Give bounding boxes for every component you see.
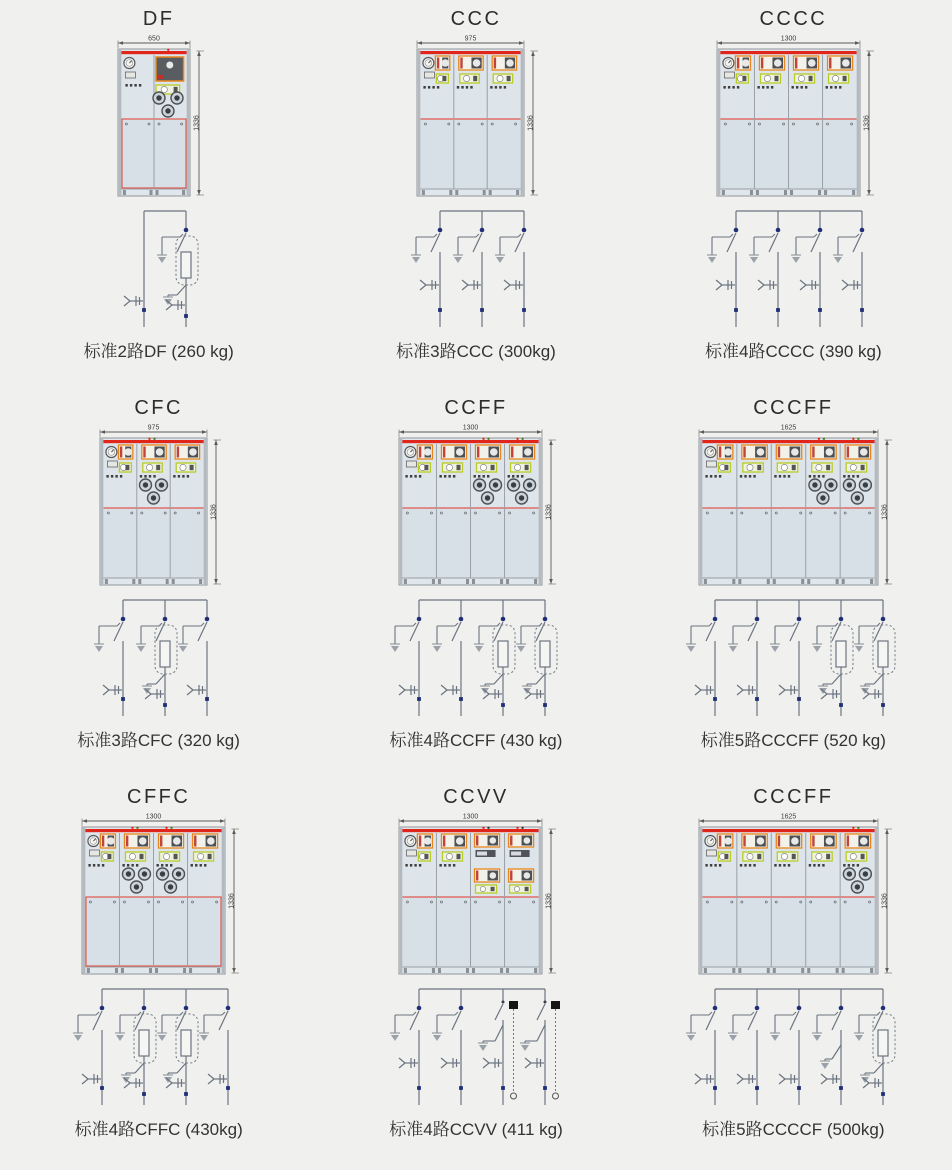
feeder-c bbox=[178, 600, 209, 716]
feeder-v bbox=[520, 989, 560, 1105]
cabinet-drawing bbox=[386, 811, 565, 981]
cabinet-drawing bbox=[404, 33, 547, 203]
panel-cccff bbox=[635, 392, 952, 781]
width-dimension-label: 1300 bbox=[463, 813, 479, 821]
feeder-f bbox=[115, 989, 156, 1105]
cabinet-drawing bbox=[69, 811, 248, 981]
panel-df bbox=[0, 3, 317, 392]
width-dimension-label: 975 bbox=[147, 424, 160, 432]
pressure-gauge-icon bbox=[88, 836, 99, 847]
panel-title: CFFC bbox=[127, 786, 191, 808]
single-line-diagram bbox=[679, 592, 907, 726]
width-dimension bbox=[417, 36, 524, 48]
feeder-c bbox=[432, 989, 463, 1105]
height-dimension-label: 1336 bbox=[863, 115, 871, 131]
single-line-diagram bbox=[87, 592, 231, 726]
width-dimension bbox=[399, 425, 542, 437]
width-dimension-label: 1300 bbox=[145, 813, 162, 821]
panel-caption: 标准4路CCFF (430 kg) bbox=[389, 731, 563, 750]
cabinet-drawing bbox=[87, 422, 230, 592]
cabinet-drawing bbox=[686, 422, 901, 592]
height-dimension bbox=[528, 51, 539, 195]
feeder-c bbox=[749, 211, 780, 327]
height-dimension-label: 1336 bbox=[545, 504, 553, 520]
pressure-gauge-icon bbox=[723, 58, 734, 69]
feeder-c bbox=[707, 211, 738, 327]
panel-title: DF bbox=[142, 8, 175, 30]
cabinet-body bbox=[100, 438, 207, 585]
cabinet-drawing bbox=[704, 33, 883, 203]
feeder-c bbox=[199, 989, 230, 1105]
pressure-gauge-icon bbox=[106, 447, 117, 458]
panel-cffc bbox=[0, 781, 317, 1170]
height-dimension-label: 1336 bbox=[881, 893, 889, 909]
feeder-c bbox=[770, 600, 801, 716]
pressure-gauge-icon bbox=[423, 58, 434, 69]
feeder-c bbox=[453, 211, 484, 327]
panel-caption: 标准4路CFFC (430kg) bbox=[74, 1120, 243, 1139]
cabinet-drawing bbox=[386, 422, 565, 592]
pressure-gauge-icon bbox=[124, 58, 135, 69]
panel-caption: 标准3路CCC (300kg) bbox=[396, 342, 556, 361]
cabinet-drawing bbox=[686, 811, 901, 981]
feeder-c bbox=[390, 989, 421, 1105]
pressure-gauge-icon bbox=[705, 836, 716, 847]
panel-caption: 标准2路DF (260 kg) bbox=[83, 342, 234, 361]
feeder-c bbox=[686, 600, 717, 716]
width-dimension bbox=[399, 814, 542, 826]
feeder-f bbox=[516, 600, 557, 716]
height-dimension bbox=[229, 829, 240, 973]
feeder-f bbox=[474, 600, 515, 716]
height-dimension bbox=[881, 440, 892, 584]
panel-cccc bbox=[635, 3, 952, 392]
height-dimension-label: 1336 bbox=[193, 115, 201, 131]
feeder-f bbox=[854, 600, 895, 716]
width-dimension-label: 975 bbox=[465, 35, 477, 43]
panel-ccccf bbox=[635, 781, 952, 1170]
single-line-diagram bbox=[404, 203, 548, 337]
height-dimension-label: 1336 bbox=[545, 893, 553, 909]
single-line-diagram bbox=[679, 981, 907, 1115]
panel-ccff bbox=[317, 392, 634, 781]
height-dimension-label: 1336 bbox=[228, 893, 236, 909]
panel-ccc bbox=[317, 3, 634, 392]
height-dimension-label: 1336 bbox=[527, 115, 535, 131]
feeder-c bbox=[73, 989, 104, 1105]
height-dimension bbox=[863, 51, 874, 195]
feeder-ce bbox=[812, 989, 843, 1105]
pressure-gauge-icon bbox=[705, 447, 716, 458]
width-dimension-label: 1300 bbox=[463, 424, 479, 432]
feeder-c bbox=[728, 600, 759, 716]
feeder-plain bbox=[124, 211, 146, 327]
feeder-c bbox=[432, 600, 463, 716]
cabinet-body bbox=[699, 827, 878, 974]
height-dimension-label: 1336 bbox=[881, 504, 889, 520]
single-line-diagram bbox=[108, 203, 210, 337]
feeder-v bbox=[478, 989, 518, 1105]
cabinet-body bbox=[699, 438, 878, 585]
single-line-diagram bbox=[700, 203, 886, 337]
feeder-f bbox=[157, 211, 198, 327]
pressure-gauge-icon bbox=[405, 447, 416, 458]
height-dimension bbox=[546, 829, 557, 973]
feeder-c bbox=[728, 989, 759, 1105]
width-dimension bbox=[717, 36, 860, 48]
panel-title: CCC bbox=[450, 8, 502, 30]
height-dimension bbox=[211, 440, 222, 584]
panel-title: CCCFF bbox=[753, 786, 834, 808]
panel-title: CFC bbox=[134, 397, 183, 419]
panel-title: CCFF bbox=[444, 397, 508, 419]
panel-cfc bbox=[0, 392, 317, 781]
feeder-c bbox=[411, 211, 442, 327]
height-dimension-label: 1336 bbox=[210, 504, 218, 520]
panel-title: CCCFF bbox=[753, 397, 834, 419]
feeder-c bbox=[495, 211, 526, 327]
width-dimension-label: 1625 bbox=[780, 424, 797, 432]
panel-caption: 标准3路CFC (320 kg) bbox=[77, 731, 240, 750]
cabinet-body bbox=[417, 49, 524, 196]
feeder-c bbox=[94, 600, 125, 716]
single-line-diagram bbox=[66, 981, 252, 1115]
width-dimension bbox=[118, 36, 190, 48]
feeder-c bbox=[770, 989, 801, 1105]
feeder-f bbox=[157, 989, 198, 1105]
width-dimension bbox=[699, 425, 878, 437]
width-dimension bbox=[699, 814, 878, 826]
panel-title: CCVV bbox=[443, 786, 509, 808]
feeder-f bbox=[136, 600, 177, 716]
width-dimension-label: 650 bbox=[147, 35, 160, 43]
width-dimension-label: 1300 bbox=[780, 35, 797, 43]
panel-caption: 标准4路CCCC (390 kg) bbox=[705, 342, 882, 361]
feeder-c bbox=[686, 989, 717, 1105]
panel-title: CCCC bbox=[759, 8, 828, 30]
width-dimension bbox=[100, 425, 207, 437]
panel-caption: 标准4路CCVV (411 kg) bbox=[389, 1120, 563, 1139]
pressure-gauge-icon bbox=[405, 836, 416, 847]
height-dimension bbox=[881, 829, 892, 973]
panel-caption: 标准5路CCCFF (520 kg) bbox=[700, 731, 886, 750]
feeder-c bbox=[791, 211, 822, 327]
cabinet-drawing bbox=[105, 33, 213, 203]
feeder-c bbox=[833, 211, 864, 327]
width-dimension-label: 1625 bbox=[780, 813, 797, 821]
feeder-f bbox=[854, 989, 895, 1105]
single-line-diagram bbox=[383, 592, 569, 726]
height-dimension bbox=[546, 440, 557, 584]
single-line-diagram bbox=[383, 981, 569, 1115]
feeder-f bbox=[812, 600, 853, 716]
width-dimension bbox=[82, 814, 225, 826]
feeder-c bbox=[390, 600, 421, 716]
height-dimension bbox=[193, 51, 204, 195]
panel-ccvv bbox=[317, 781, 634, 1170]
panel-caption: 标准5路CCCCF (500kg) bbox=[702, 1120, 885, 1139]
